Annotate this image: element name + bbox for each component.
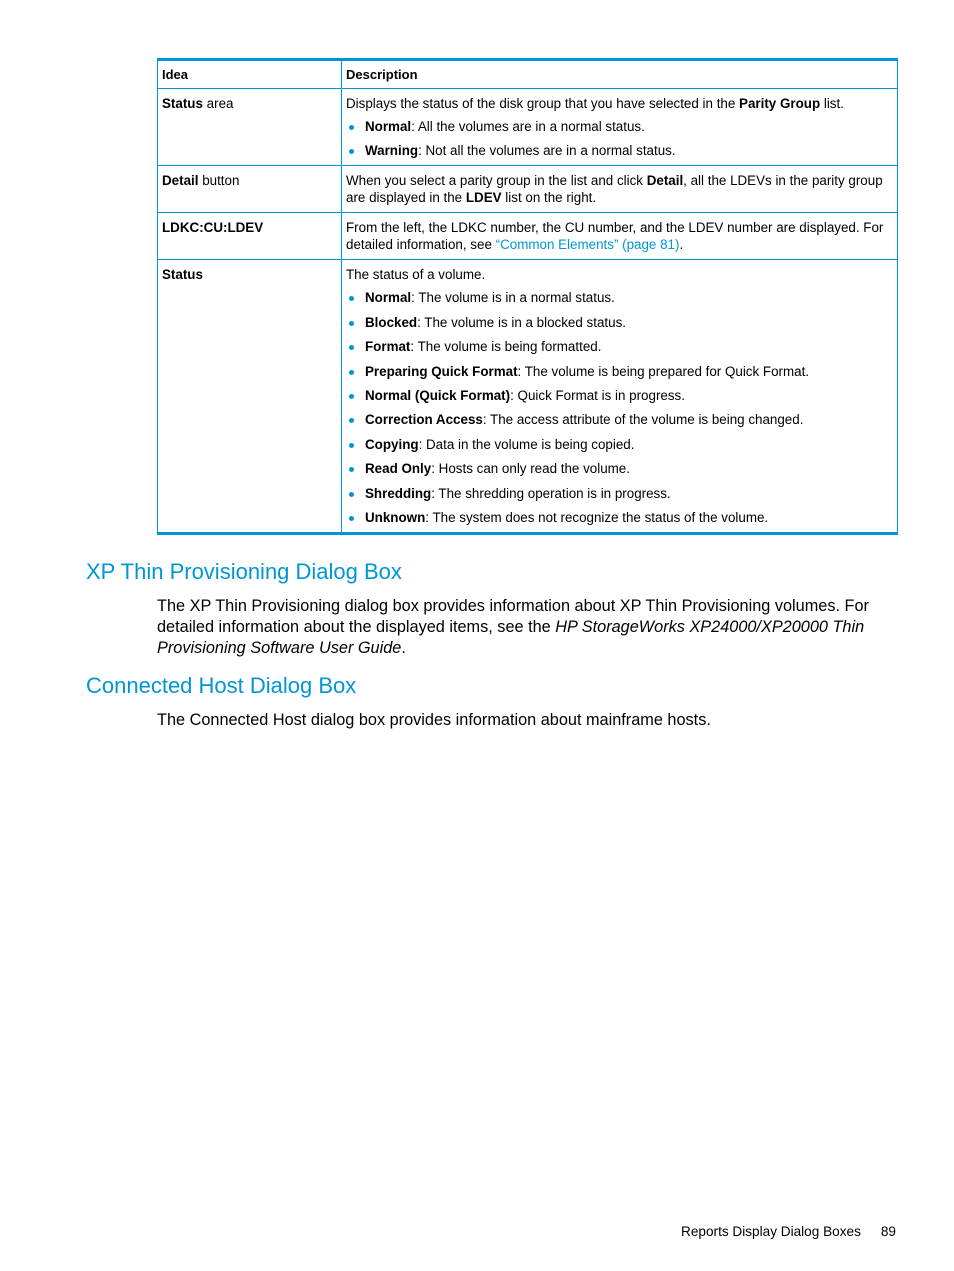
list-item xyxy=(346,314,893,331)
bullet-text: : The volume is in a normal status. xyxy=(411,290,615,306)
list-item xyxy=(346,363,893,380)
list-item xyxy=(346,338,893,355)
bullet-term: Correction Access xyxy=(365,412,483,428)
section-body-connected-host: The Connected Host dialog box provides information about mainframe hosts. xyxy=(157,711,711,729)
idea-cell xyxy=(158,260,342,534)
table-row xyxy=(158,166,898,213)
bullet-text: : Quick Format is in progress. xyxy=(510,387,685,403)
list-item xyxy=(346,142,893,159)
header-idea: Idea xyxy=(158,60,342,89)
bullet-text: : The system does not recognize the status of the volume. xyxy=(425,509,769,525)
bullet-term: Format xyxy=(365,339,411,355)
dialog-items-table xyxy=(157,58,898,535)
list-item xyxy=(346,289,893,306)
bullet-list xyxy=(346,118,893,159)
description-cell xyxy=(342,213,898,260)
list-item xyxy=(346,118,893,135)
bullet-text: : Data in the volume is being copied. xyxy=(418,436,635,452)
bullet-text: : Hosts can only read the volume. xyxy=(431,461,630,477)
page-number: 89 xyxy=(880,1224,896,1239)
bullet-term: Normal (Quick Format) xyxy=(365,387,511,403)
footer-section-title: Reports Display Dialog Boxes xyxy=(681,1224,861,1239)
description-part: list. xyxy=(820,96,844,111)
body-text: The XP Thin Provisioning dialog box provides information about XP Thin Provisioning volumes. For detailed information about the displayed items, see the xyxy=(157,597,869,636)
bullet-term: Unknown xyxy=(365,509,426,525)
idea-suffix: area xyxy=(202,96,234,111)
page-footer xyxy=(681,1223,896,1241)
description-text xyxy=(346,95,893,112)
idea-term: Status xyxy=(162,267,203,283)
body-text: . xyxy=(401,639,406,657)
bullet-term: Warning xyxy=(365,143,419,159)
idea-term: Detail xyxy=(162,173,199,189)
bullet-term: Preparing Quick Format xyxy=(365,363,518,379)
table-row xyxy=(158,260,898,534)
bullet-text: : The volume is in a blocked status. xyxy=(417,314,626,330)
idea-term: LDKC:CU:LDEV xyxy=(162,220,264,236)
list-item xyxy=(346,411,893,428)
header-description: Description xyxy=(342,60,898,89)
common-elements-link[interactable]: “Common Elements” (page 81) xyxy=(495,237,680,253)
bullet-text: : Not all the volumes are in a normal status. xyxy=(418,143,676,159)
table-header-row xyxy=(158,60,898,89)
description-bold: LDEV xyxy=(465,190,502,206)
idea-term: Status xyxy=(162,96,203,111)
description-part: , all the LDEVs in the parity group are displayed in the xyxy=(346,173,883,206)
guide-title: HP StorageWorks XP24000/XP20000 Thin Provisioning Software User Guide xyxy=(157,618,865,657)
bullet-text: : The shredding operation is in progress. xyxy=(431,485,671,501)
list-item xyxy=(346,387,893,404)
description-cell xyxy=(342,260,898,534)
description-part: . xyxy=(679,237,684,253)
idea-cell xyxy=(158,213,342,260)
description-cell xyxy=(342,89,898,166)
description-bold: Detail xyxy=(646,173,684,189)
description-text: The status of a volume. xyxy=(346,267,486,283)
idea-suffix: button xyxy=(198,173,240,189)
bullet-term: Copying xyxy=(365,436,419,452)
section-heading-connected-host: Connected Host Dialog Box xyxy=(86,673,357,698)
table-row xyxy=(158,89,898,166)
description-part: When you select a parity group in the list and click xyxy=(346,173,647,189)
list-item xyxy=(346,460,893,477)
bullet-term: Blocked xyxy=(365,314,418,330)
list-item xyxy=(346,509,893,526)
description-part: From the left, the LDKC number, the CU number, and the LDEV number are displayed. For detailed information, see xyxy=(346,220,884,253)
bullet-term: Read Only xyxy=(365,461,432,477)
bullet-text: : The volume is being formatted. xyxy=(410,339,602,355)
bullet-text: : The volume is being prepared for Quick Format. xyxy=(517,363,810,379)
idea-cell xyxy=(158,166,342,213)
bullet-text: : All the volumes are in a normal status. xyxy=(411,119,645,134)
bullet-term: Shredding xyxy=(365,485,432,501)
idea-cell xyxy=(158,89,342,166)
bullet-term: Normal xyxy=(365,119,412,134)
section-heading-xp-thin-provisioning: XP Thin Provisioning Dialog Box xyxy=(86,559,402,584)
table-row xyxy=(158,213,898,260)
description-cell xyxy=(342,166,898,213)
bullet-term: Normal xyxy=(365,290,412,306)
list-item xyxy=(346,436,893,453)
bullet-list xyxy=(346,289,893,526)
list-item xyxy=(346,485,893,502)
section-body-xp-thin-provisioning xyxy=(157,596,897,659)
description-bold: Parity Group xyxy=(739,96,821,111)
description-part: Displays the status of the disk group that you have selected in the xyxy=(346,96,740,111)
description-part: list on the right. xyxy=(501,190,597,206)
bullet-text: : The access attribute of the volume is being changed. xyxy=(482,412,804,428)
